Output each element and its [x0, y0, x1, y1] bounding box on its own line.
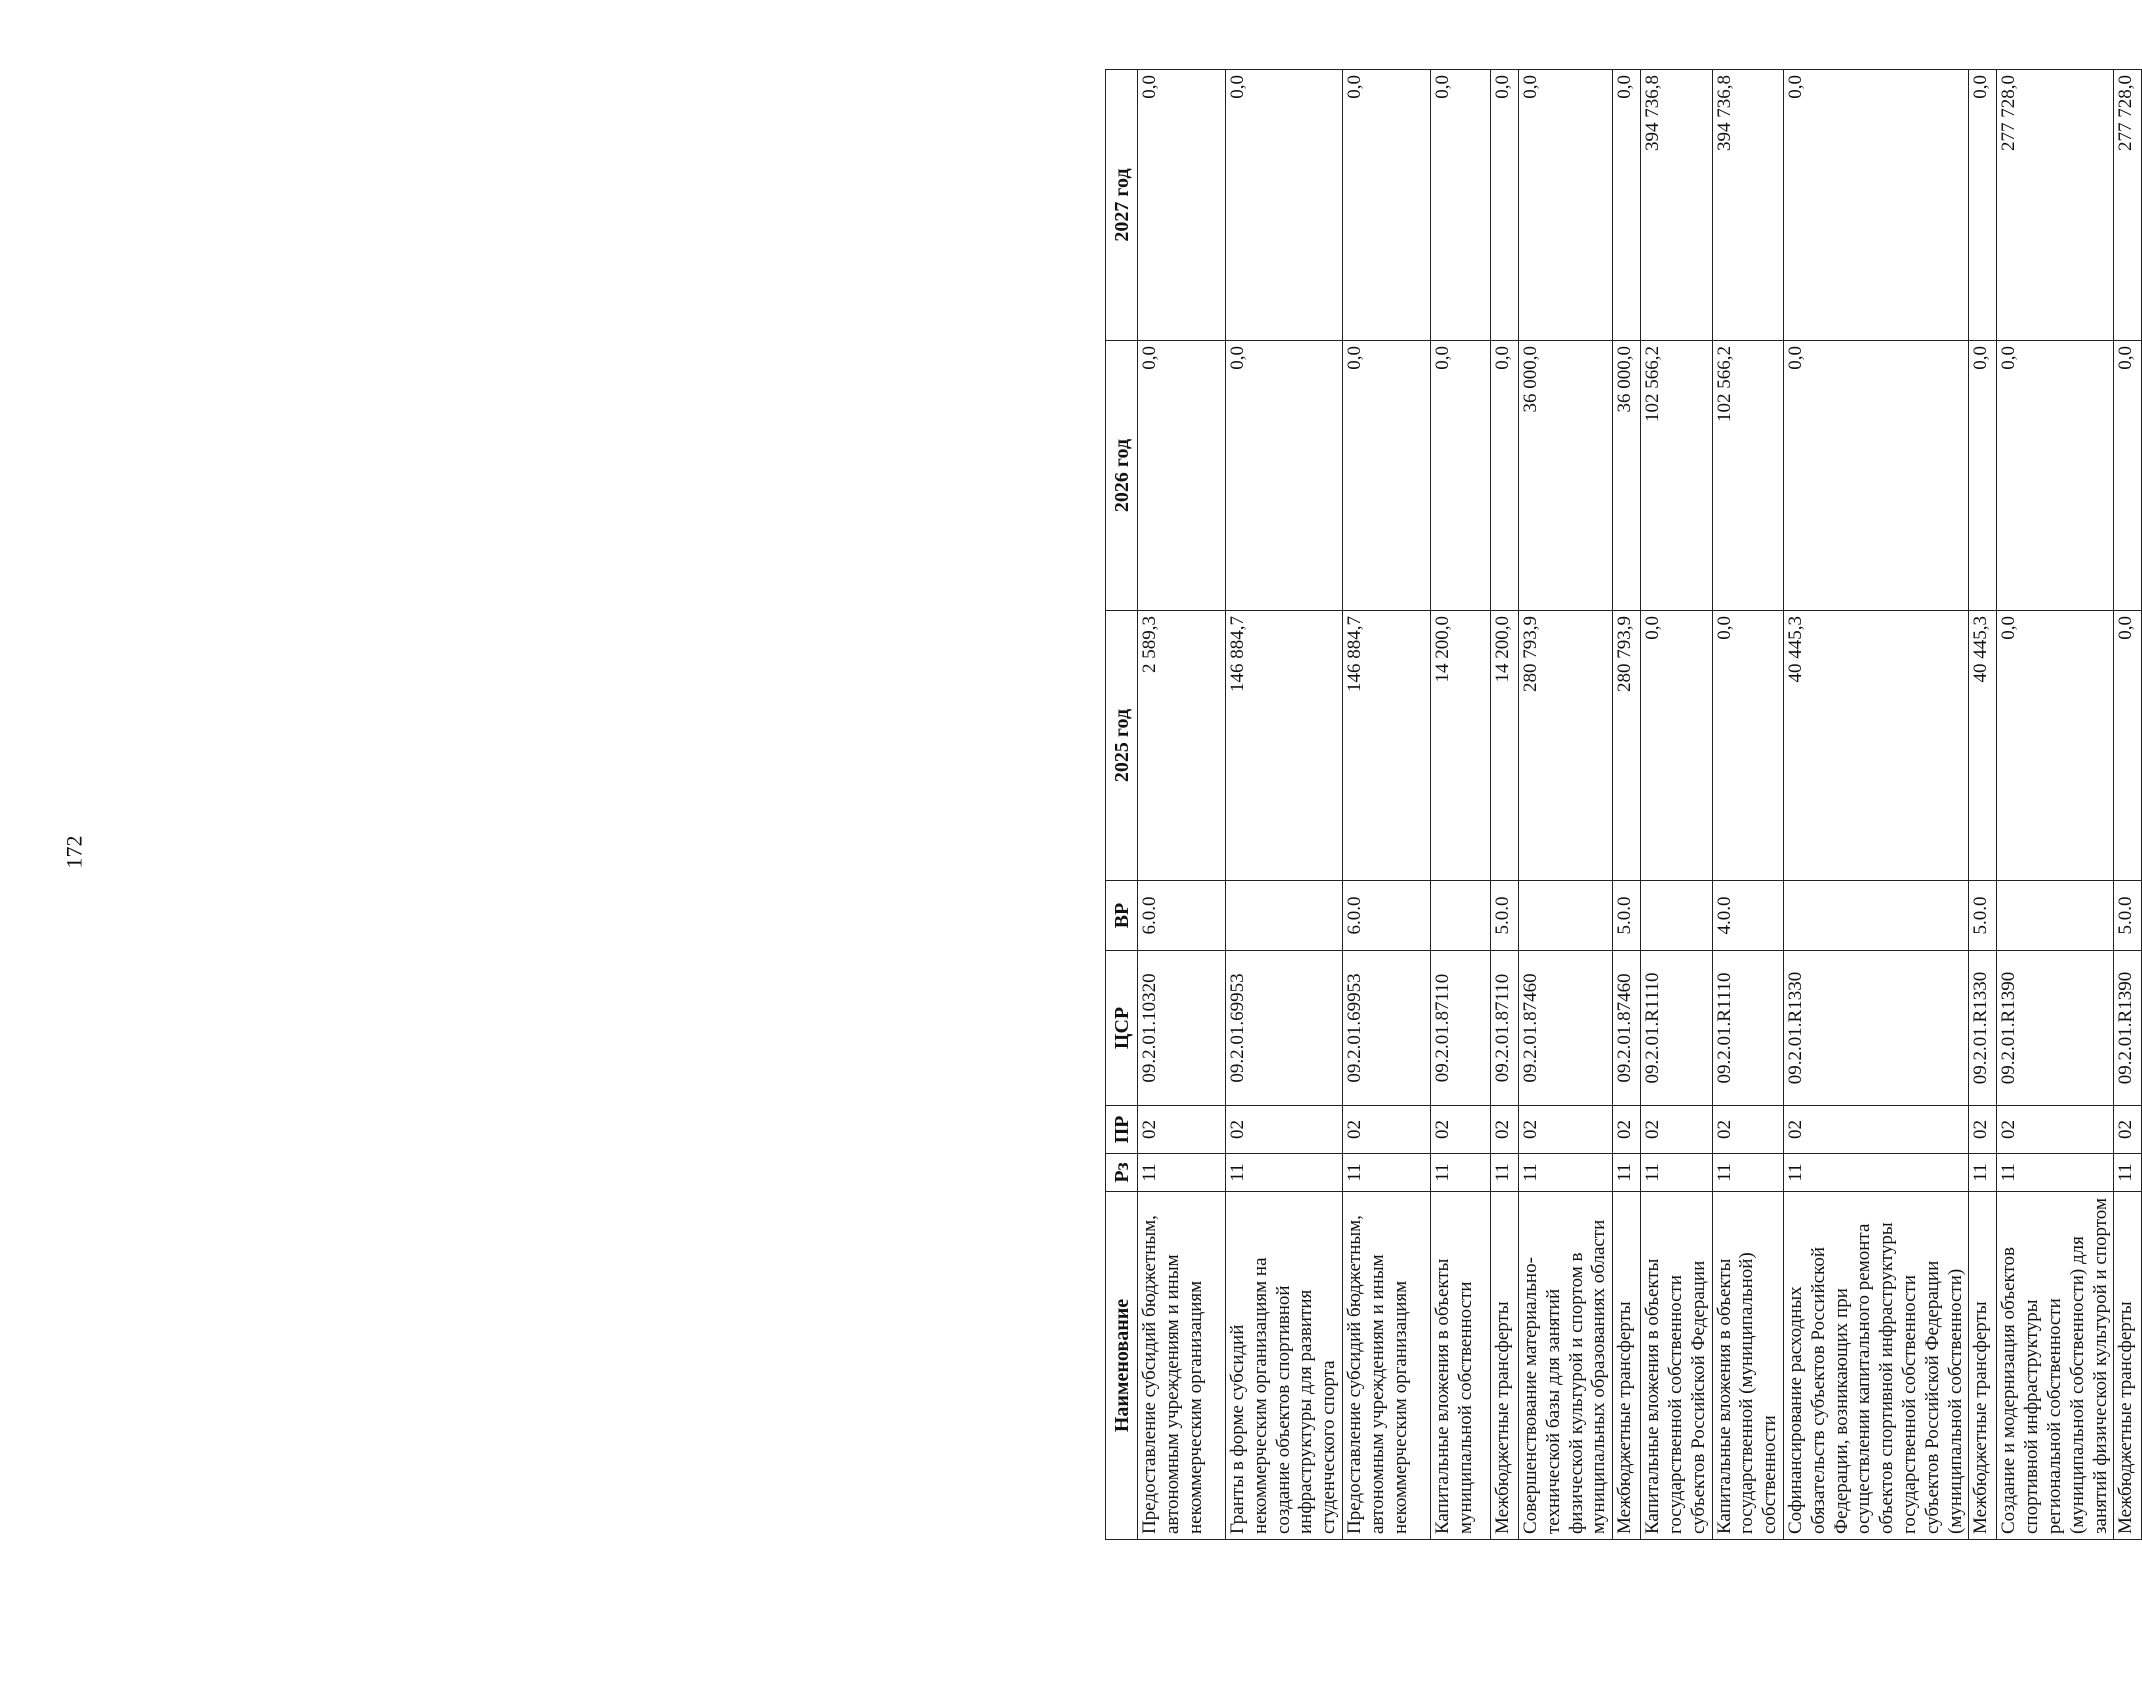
- header-vr: ВР: [1106, 881, 1138, 951]
- cell-rz: 11: [1518, 1154, 1612, 1192]
- cell-vr: [1430, 881, 1490, 951]
- cell-name: Предоставление субсидий бюджетным, автономным учреждениям и иным некоммерческим организациям: [1138, 1192, 1226, 1540]
- cell-vr: [1783, 881, 1968, 951]
- cell-y2026: 0,0: [1997, 341, 2114, 611]
- rotated-table-container: [1105, 70, 2137, 1540]
- cell-y2027: 0,0: [1138, 70, 1226, 341]
- cell-rz: 11: [1969, 1154, 1997, 1192]
- cell-pr: 02: [1783, 1106, 1968, 1154]
- cell-y2025: 14 200,0: [1490, 611, 1518, 881]
- table-row: [1712, 70, 1783, 1540]
- cell-y2025: 40 445,3: [1969, 611, 1997, 881]
- header-rz: Рз: [1106, 1154, 1138, 1192]
- cell-rz: 11: [1641, 1154, 1712, 1192]
- cell-csr: 09.2.01.87460: [1613, 951, 1641, 1106]
- cell-csr: 09.2.01.R1330: [1969, 951, 1997, 1106]
- cell-rz: 11: [1138, 1154, 1226, 1192]
- cell-pr: 02: [1430, 1106, 1490, 1154]
- cell-y2026: 36 000,0: [1518, 341, 1612, 611]
- table-row: [1997, 70, 2114, 1540]
- cell-pr: 02: [1997, 1106, 2114, 1154]
- cell-pr: 02: [1518, 1106, 1612, 1154]
- table-header-row: [1106, 70, 1138, 1540]
- cell-y2026: 0,0: [1969, 341, 1997, 611]
- cell-pr: 02: [1641, 1106, 1712, 1154]
- cell-name: Капитальные вложения в объекты муниципальной собственности: [1430, 1192, 1490, 1540]
- table-row: [2114, 70, 2142, 1540]
- cell-pr: 02: [1138, 1106, 1226, 1154]
- cell-y2026: 36 000,0: [1613, 341, 1641, 611]
- cell-vr: [1641, 881, 1712, 951]
- cell-y2027: 0,0: [1783, 70, 1968, 341]
- cell-y2026: 0,0: [1783, 341, 1968, 611]
- cell-y2026: 102 566,2: [1641, 341, 1712, 611]
- cell-vr: 5.0.0: [1969, 881, 1997, 951]
- cell-name: Гранты в форме субсидий некоммерческим организациям на создание объектов спортивной инфраструктуры для развития студенческого спорта: [1226, 1192, 1343, 1540]
- cell-pr: 02: [1969, 1106, 1997, 1154]
- cell-y2027: 0,0: [1226, 70, 1343, 341]
- cell-vr: [1518, 881, 1612, 951]
- cell-rz: 11: [1613, 1154, 1641, 1192]
- cell-rz: 11: [1226, 1154, 1343, 1192]
- cell-csr: 09.2.01.R1110: [1641, 951, 1712, 1106]
- table-row: [1783, 70, 1968, 1540]
- cell-y2025: 14 200,0: [1430, 611, 1490, 881]
- cell-y2027: 394 736,8: [1641, 70, 1712, 341]
- cell-name: Предоставление субсидий бюджетным, автономным учреждениям и иным некоммерческим организациям: [1342, 1192, 1430, 1540]
- table-row: [1613, 70, 1641, 1540]
- cell-y2026: 0,0: [1490, 341, 1518, 611]
- budget-table: [1105, 69, 2142, 1540]
- cell-vr: 5.0.0: [1490, 881, 1518, 951]
- cell-y2027: 0,0: [1613, 70, 1641, 341]
- header-2027: 2027 год: [1106, 70, 1138, 341]
- cell-name: Капитальные вложения в объекты государственной (муниципальной) собственности: [1712, 1192, 1783, 1540]
- cell-y2027: 394 736,8: [1712, 70, 1783, 341]
- cell-y2027: 0,0: [1430, 70, 1490, 341]
- cell-pr: 02: [1342, 1106, 1430, 1154]
- cell-y2026: 0,0: [2114, 341, 2142, 611]
- table-row: [1138, 70, 1226, 1540]
- table-row: [1430, 70, 1490, 1540]
- cell-name: Совершенствование материально-технической базы для занятий физической культурой и спортом в муниципальных образованиях области: [1518, 1192, 1612, 1540]
- table-row: [1342, 70, 1430, 1540]
- cell-y2025: 146 884,7: [1226, 611, 1343, 881]
- cell-name: Создание и модернизация объектов спортивной инфраструктуры региональной собственности (муниципальной собственности) для занятий физической культурой и спортом: [1997, 1192, 2114, 1540]
- table-row: [1969, 70, 1997, 1540]
- cell-y2027: 0,0: [1342, 70, 1430, 341]
- cell-csr: 09.2.01.R1110: [1712, 951, 1783, 1106]
- table-row: [1518, 70, 1612, 1540]
- cell-name: Софинансирование расходных обязательств субъектов Российской Федерации, возникающих при осуществлении капитального ремонта объектов спортивной инфраструктуры государственной собственности субъектов Российской Федерации (муниципальной собственности): [1783, 1192, 1968, 1540]
- cell-vr: 5.0.0: [1613, 881, 1641, 951]
- cell-y2027: 0,0: [1518, 70, 1612, 341]
- page-number: 172: [61, 835, 87, 869]
- cell-vr: [1226, 881, 1343, 951]
- cell-y2026: 0,0: [1342, 341, 1430, 611]
- cell-y2026: 0,0: [1226, 341, 1343, 611]
- cell-y2025: 0,0: [2114, 611, 2142, 881]
- cell-y2025: 40 445,3: [1783, 611, 1968, 881]
- cell-rz: 11: [1712, 1154, 1783, 1192]
- header-csr: ЦСР: [1106, 951, 1138, 1106]
- cell-vr: 6.0.0: [1342, 881, 1430, 951]
- cell-y2025: 280 793,9: [1518, 611, 1612, 881]
- table-row: [1641, 70, 1712, 1540]
- cell-pr: 02: [1226, 1106, 1343, 1154]
- cell-y2026: 0,0: [1138, 341, 1226, 611]
- table-row: [1226, 70, 1343, 1540]
- cell-csr: 09.2.01.R1330: [1783, 951, 1968, 1106]
- cell-pr: 02: [2114, 1106, 2142, 1154]
- cell-y2027: 0,0: [1969, 70, 1997, 341]
- cell-vr: 5.0.0: [2114, 881, 2142, 951]
- cell-y2025: 146 884,7: [1342, 611, 1430, 881]
- cell-rz: 11: [1430, 1154, 1490, 1192]
- cell-csr: 09.2.01.87110: [1490, 951, 1518, 1106]
- cell-name: Межбюджетные трансферты: [1969, 1192, 1997, 1540]
- cell-rz: 11: [1783, 1154, 1968, 1192]
- cell-rz: 11: [1490, 1154, 1518, 1192]
- cell-csr: 09.2.01.69953: [1342, 951, 1430, 1106]
- cell-y2027: 0,0: [1490, 70, 1518, 341]
- cell-y2025: 0,0: [1641, 611, 1712, 881]
- cell-y2025: 280 793,9: [1613, 611, 1641, 881]
- cell-csr: 09.2.01.R1390: [2114, 951, 2142, 1106]
- cell-csr: 09.2.01.87110: [1430, 951, 1490, 1106]
- header-pr: ПР: [1106, 1106, 1138, 1154]
- cell-name: Межбюджетные трансферты: [2114, 1192, 2142, 1540]
- cell-y2026: 102 566,2: [1712, 341, 1783, 611]
- cell-csr: 09.2.01.R1390: [1997, 951, 2114, 1106]
- cell-rz: 11: [1997, 1154, 2114, 1192]
- cell-pr: 02: [1712, 1106, 1783, 1154]
- cell-pr: 02: [1490, 1106, 1518, 1154]
- cell-csr: 09.2.01.69953: [1226, 951, 1343, 1106]
- cell-y2027: 277 728,0: [1997, 70, 2114, 341]
- cell-name: Капитальные вложения в объекты государственной собственности субъектов Российской Федерации: [1641, 1192, 1712, 1540]
- cell-pr: 02: [1613, 1106, 1641, 1154]
- cell-name: Межбюджетные трансферты: [1490, 1192, 1518, 1540]
- cell-rz: 11: [1342, 1154, 1430, 1192]
- cell-name: Межбюджетные трансферты: [1613, 1192, 1641, 1540]
- cell-y2025: 2 589,3: [1138, 611, 1226, 881]
- table-row: [1490, 70, 1518, 1540]
- header-name: Наименование: [1106, 1192, 1138, 1540]
- cell-y2025: 0,0: [1712, 611, 1783, 881]
- cell-y2027: 277 728,0: [2114, 70, 2142, 341]
- cell-y2025: 0,0: [1997, 611, 2114, 881]
- cell-y2026: 0,0: [1430, 341, 1490, 611]
- header-2025: 2025 год: [1106, 611, 1138, 881]
- cell-csr: 09.2.01.87460: [1518, 951, 1612, 1106]
- cell-vr: 6.0.0: [1138, 881, 1226, 951]
- header-2026: 2026 год: [1106, 341, 1138, 611]
- cell-rz: 11: [2114, 1154, 2142, 1192]
- cell-csr: 09.2.01.10320: [1138, 951, 1226, 1106]
- cell-vr: 4.0.0: [1712, 881, 1783, 951]
- cell-vr: [1997, 881, 2114, 951]
